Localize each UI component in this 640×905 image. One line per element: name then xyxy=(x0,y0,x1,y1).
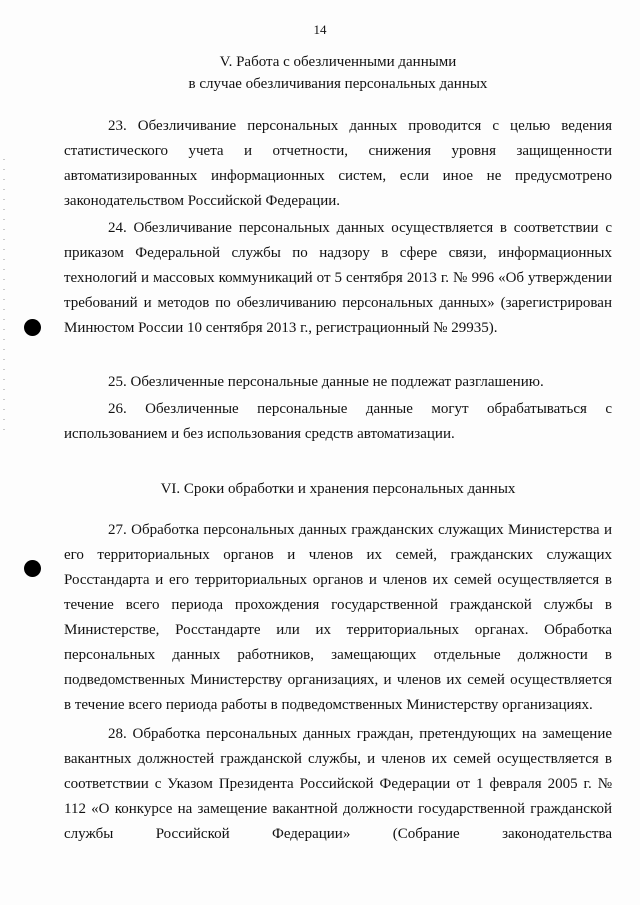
scan-margin-artifact xyxy=(3,150,5,430)
paragraph-28: 28. Обработка персональных данных граждан, претендующих на замещение вакантных должностей гражданской службы, и членов их семей осуществляется в соответствии с Указом Президента Российской Федерации от 1 февраля 2005 г. № 112 «О конкурсе на замещение вакантной должности государственной гражданской службы Российской Федерации» (Собрание законодательства xyxy=(64,726,612,842)
paragraph-27: 27. Обработка персональных данных гражданских служащих Министерства и его территориальных органов и членов их семей, гражданских служащих Росстандарта и его территориальных органов и членов их семей осуществляется в течение всего периода прохождения государственной гражданской службы в Министерстве, Росстандарте или их территориальных органах. Обработка персональных данных работников, замещающих отдельные должности в подведомственных Министерству организациях, и членов их семей осуществляется в течение всего периода работы в подведомственных Министерству организациях. xyxy=(64,522,612,713)
page-number: 14 xyxy=(313,22,327,37)
paragraph-24: 24. Обезличивание персональных данных осуществляется в соответствии с приказом Федеральной службы по надзору в сфере связи, информационных технологий и массовых коммуникаций от 5 сентября 2013 г. № 996 «Об утверждении требований и методов по обезличиванию персональных данных» (зарегистрирован Минюстом России 10 сентября 2013 г., регистрационный № 29935). xyxy=(64,220,612,336)
section-5-heading xyxy=(60,51,616,95)
section-5-heading-line2: в случае обезличивания персональных данных xyxy=(188,76,488,92)
section-6-heading-title: VI. Сроки обработки и хранения персональных данных xyxy=(160,481,516,497)
paragraph-25: 25. Обезличенные персональные данные не подлежат разглашению. xyxy=(108,374,544,390)
punch-hole-bottom xyxy=(24,560,41,577)
punch-hole-top xyxy=(24,319,41,336)
section-6-heading xyxy=(60,478,616,500)
paragraph-26: 26. Обезличенные персональные данные могут обрабатываться с использованием и без использования средств автоматизации. xyxy=(64,401,612,442)
section-5-heading-line1: V. Работа с обезличенными данными xyxy=(219,54,457,70)
paragraph-23: 23. Обезличивание персональных данных проводится с целью ведения статистического учета и отчетности, снижения уровня защищенности автоматизированных информационных систем, если иное не предусмотрено законодательством Российской Федерации. xyxy=(64,118,612,209)
